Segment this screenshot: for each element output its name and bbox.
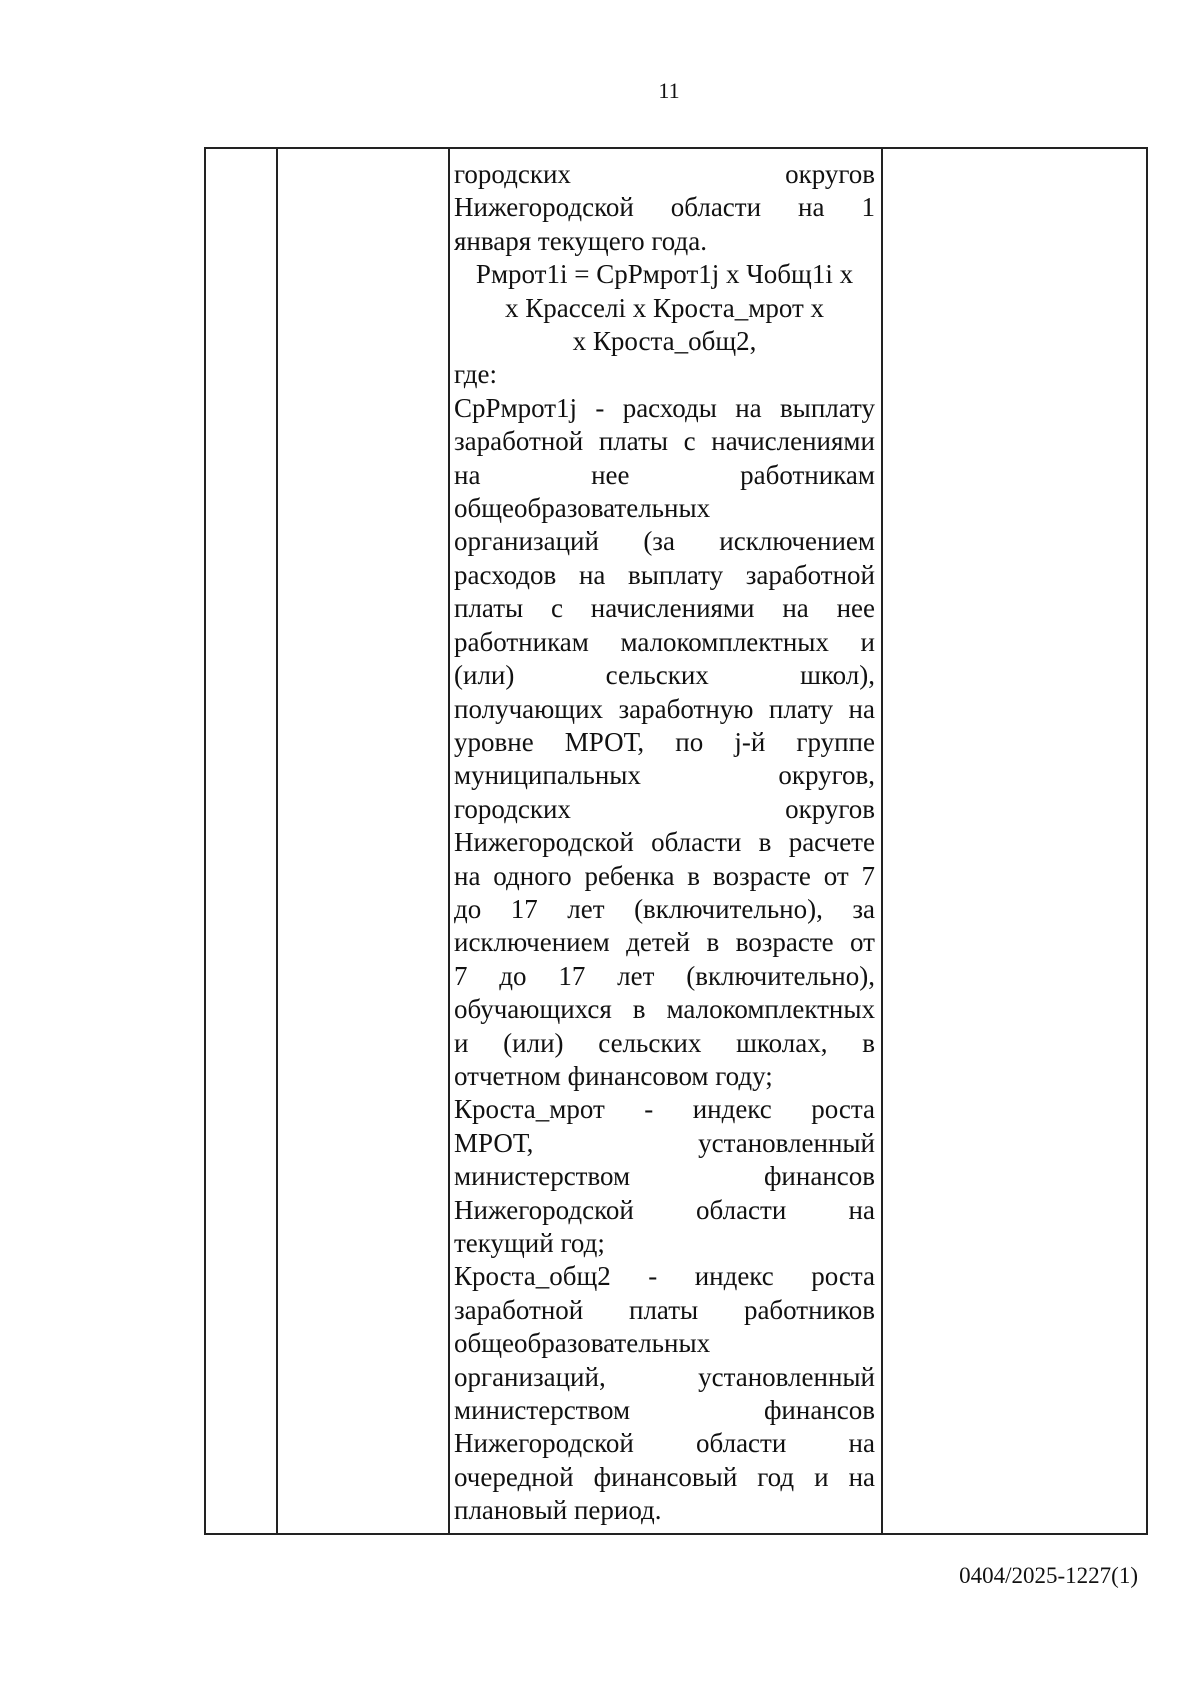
text-line: [454, 1294, 875, 1327]
text-word: получающих: [454, 693, 604, 724]
text-line: [454, 1461, 875, 1494]
text-word: исключением: [719, 526, 875, 557]
text-word: -: [595, 392, 605, 423]
text-line: [454, 1127, 875, 1160]
text-word: расходов: [454, 559, 557, 590]
text-line: х Красселi х Кроста_мрот х: [504, 292, 825, 323]
text-word: -: [644, 1094, 654, 1125]
text-line: текущий год;: [454, 1228, 605, 1258]
text-word: работников: [743, 1294, 875, 1325]
text-line: Рмрот1i = СрРмрот1j х Чобщ1i х: [475, 259, 854, 290]
text-line: [454, 559, 875, 592]
text-word: установленный: [698, 1361, 875, 1392]
text-word: установленный: [698, 1127, 875, 1158]
text-word: детей: [626, 927, 691, 958]
text-word: на: [798, 192, 825, 223]
text-word: организаций,: [454, 1361, 606, 1392]
text-line: [454, 592, 875, 625]
text-line: где:: [454, 359, 497, 390]
text-word: плату: [768, 693, 834, 724]
text-word: -: [648, 1261, 658, 1292]
text-word: Кроста_мрот: [454, 1094, 605, 1125]
text-word: с: [683, 426, 696, 457]
text-word: уровне: [454, 726, 534, 757]
text-word: сельских: [598, 1027, 702, 1058]
text-word: области: [651, 827, 742, 858]
document-table: [204, 147, 1148, 1535]
text-word: малокомплектных: [666, 994, 875, 1025]
text-word: школ),: [800, 660, 875, 691]
text-word: год: [757, 1461, 795, 1492]
text-word: выплату: [628, 559, 724, 590]
text-word: нее: [591, 459, 630, 490]
text-line: [454, 726, 875, 759]
text-word: с: [550, 593, 563, 624]
text-word: организаций: [454, 526, 599, 557]
table-column-divider: [276, 149, 278, 1533]
text-line: [454, 392, 875, 425]
text-line: [454, 425, 875, 458]
text-line: [454, 191, 875, 224]
text-word: расчете: [788, 827, 875, 858]
text-word: платы: [598, 426, 669, 457]
text-line: [454, 659, 875, 692]
text-word: индекс: [694, 1261, 774, 1292]
text-word: возрасте: [712, 860, 811, 891]
text-word: на: [848, 1194, 875, 1225]
text-word: на: [578, 559, 606, 590]
text-word: в: [758, 827, 772, 858]
text-line: [454, 525, 875, 558]
text-word: 7: [454, 960, 468, 991]
text-word: за: [852, 893, 875, 924]
text-word: ребенка: [584, 860, 675, 891]
text-word: области: [696, 1428, 787, 1459]
text-word: заработной: [454, 1294, 584, 1325]
text-word: Нижегородской: [454, 1428, 634, 1459]
text-word: городских: [454, 159, 571, 189]
text-word: роста: [811, 1261, 875, 1292]
text-word: (или): [503, 1027, 564, 1058]
text-line: [454, 1260, 875, 1293]
text-word: выплату: [779, 392, 875, 423]
text-word: области: [696, 1194, 787, 1225]
text-word: в: [687, 860, 701, 891]
text-word: области: [670, 192, 762, 223]
text-word: школах,: [736, 1027, 828, 1058]
text-word: на: [454, 459, 481, 490]
text-line: [454, 993, 875, 1026]
text-word: Кроста_общ2: [454, 1261, 611, 1292]
text-word: платы: [629, 1294, 699, 1325]
text-word: в: [706, 927, 720, 958]
text-word: на: [848, 1461, 875, 1492]
text-word: до: [499, 960, 527, 991]
text-word: и: [814, 1461, 829, 1492]
text-line: [454, 1160, 875, 1193]
text-line: [454, 960, 875, 993]
text-word: группе: [796, 726, 875, 757]
text-word: Нижегородской: [454, 827, 634, 858]
text-word: нее: [836, 593, 875, 624]
text-word: Нижегородской: [454, 1194, 634, 1225]
text-word: финансов: [763, 1395, 875, 1426]
text-word: обучающихся: [454, 994, 612, 1025]
text-line: общеобразовательных: [454, 493, 711, 524]
text-word: и: [454, 1027, 469, 1058]
text-line: [454, 158, 875, 191]
text-word: до: [454, 893, 482, 924]
text-word: очередной: [454, 1461, 574, 1492]
text-line: [454, 693, 875, 726]
text-word: по: [675, 726, 704, 757]
text-word: начислениями: [590, 593, 755, 624]
text-word: платы: [454, 593, 524, 624]
text-word: расходы: [622, 392, 717, 423]
text-word: на: [782, 593, 809, 624]
text-line: отчетном финансовом году;: [454, 1060, 773, 1091]
text-word: финансовый: [593, 1461, 738, 1492]
text-word: от: [823, 860, 849, 891]
text-line: [454, 893, 875, 926]
text-word: 1: [861, 192, 875, 223]
page-number: 11: [658, 78, 680, 103]
text-word: роста: [811, 1094, 875, 1125]
text-line: [454, 826, 875, 859]
text-word: работникам: [454, 626, 589, 657]
text-word: j-й: [734, 726, 766, 757]
text-word: городских: [454, 793, 571, 824]
text-word: муниципальных: [454, 760, 641, 791]
text-word: лет: [567, 893, 605, 924]
text-line: [454, 860, 875, 893]
text-word: в: [632, 994, 646, 1025]
text-word: округов,: [778, 760, 875, 791]
text-line: [454, 793, 875, 826]
text-word: Нижегородской: [454, 192, 634, 223]
text-word: в: [862, 1027, 875, 1058]
text-word: работникам: [740, 459, 875, 490]
text-word: от: [850, 927, 875, 958]
text-line: [454, 626, 875, 659]
text-word: индекс: [692, 1094, 772, 1125]
text-word: финансов: [763, 1161, 875, 1192]
text-word: заработную: [618, 693, 754, 724]
text-word: начислениями: [711, 426, 875, 457]
text-word: (включительно),: [634, 893, 823, 924]
text-line: [454, 1027, 875, 1060]
document-registration-code: 0404/2025-1227(1): [959, 1563, 1138, 1588]
text-word: министерством: [454, 1395, 631, 1426]
text-word: СрРмрот1j: [454, 392, 578, 423]
text-line: [454, 1361, 875, 1394]
text-line: [454, 1394, 875, 1427]
text-word: возрасте: [735, 927, 834, 958]
text-word: на: [848, 1428, 875, 1459]
text-word: на: [454, 860, 481, 891]
text-line: плановый период.: [454, 1495, 662, 1526]
text-word: (включительно),: [686, 960, 875, 991]
text-word: одного: [493, 860, 572, 891]
text-line: [454, 1427, 875, 1460]
text-line: общеобразовательных: [454, 1328, 711, 1359]
text-word: исключением: [454, 927, 610, 958]
text-line: [454, 926, 875, 959]
text-word: сельских: [605, 660, 709, 691]
text-word: (за: [643, 526, 675, 557]
text-word: округов: [785, 793, 875, 824]
table-cell-formula-description: [450, 158, 879, 1528]
text-word: МРОТ,: [564, 726, 645, 757]
text-line: [454, 759, 875, 792]
text-word: 17: [558, 960, 586, 991]
text-line: января текущего года.: [454, 225, 707, 256]
text-word: на: [848, 693, 875, 724]
text-line: [454, 1093, 875, 1126]
text-word: 7: [861, 860, 875, 891]
text-word: лет: [617, 960, 655, 991]
text-word: округов: [785, 159, 875, 189]
text-word: заработной: [745, 559, 875, 590]
text-word: и: [860, 626, 875, 657]
text-word: малокомплектных: [620, 626, 829, 657]
text-word: на: [735, 392, 762, 423]
text-line: [454, 459, 875, 492]
text-word: министерством: [454, 1161, 631, 1192]
text-word: заработной: [454, 426, 584, 457]
text-word: (или): [454, 660, 515, 691]
text-word: 17: [510, 893, 538, 924]
text-line: [454, 1194, 875, 1227]
text-line: х Кроста_общ2,: [572, 326, 757, 357]
text-word: МРОТ,: [454, 1127, 534, 1158]
table-column-divider: [881, 149, 883, 1533]
